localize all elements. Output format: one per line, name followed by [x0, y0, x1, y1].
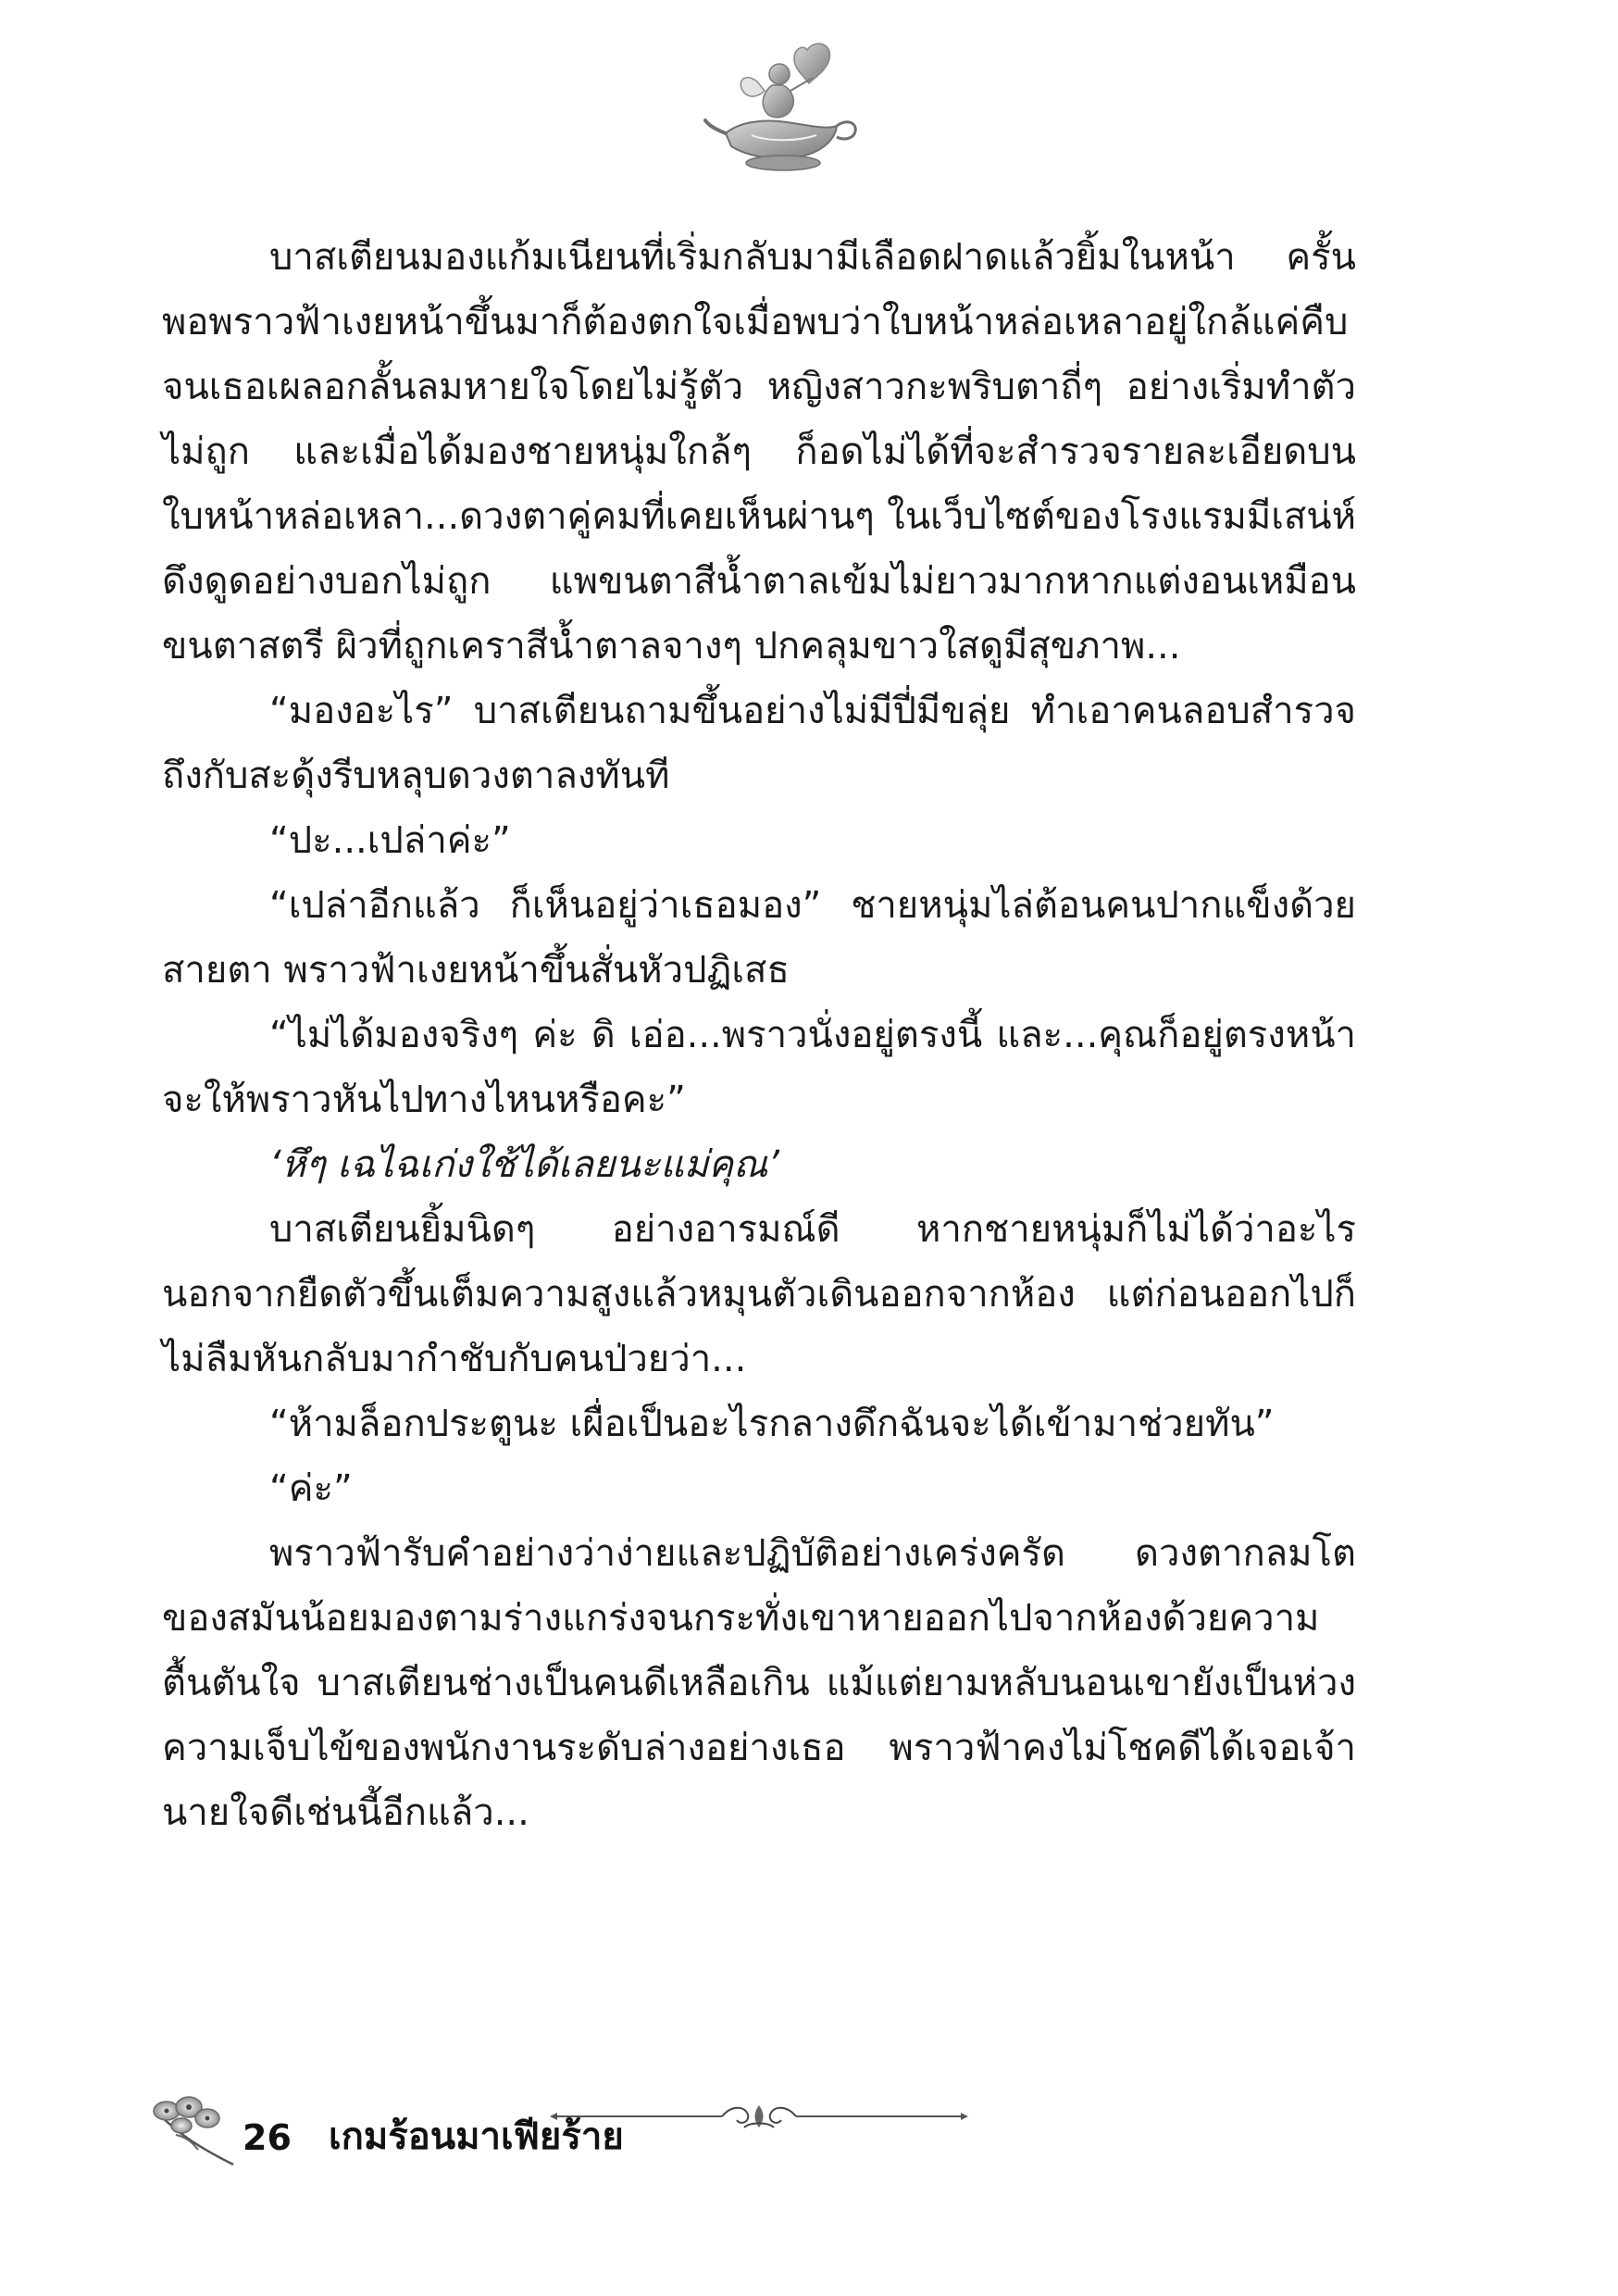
book-title: เกมร้อนมาเฟียร้าย	[329, 2115, 624, 2158]
paragraph-5: “ไม่ได้มองจริงๆ ค่ะ ดิ เอ่อ...พราวนั่งอยู่ตรงนี้ และ...คุณก็อยู่ตรงหน้าจะให้พราวหันไปทางไหนหรือคะ”	[162, 1014, 1356, 1121]
orchid-flower-icon	[148, 2094, 241, 2168]
paragraph-3: “ปะ...เปล่าค่ะ”	[269, 819, 511, 862]
paragraph-7: บาสเตียนยิ้มนิดๆ อย่างอารมณ์ดี หากชายหนุ่มก็ไม่ได้ว่าอะไรนอกจากยืดตัวขึ้นเต็มความสูงแล้วหมุนตัวเดินออกจากห้อง แต่ก่อนออกไปก็ไม่ลืมหันกลับมากำชับกับคนป่วยว่า...	[162, 1208, 1356, 1380]
paragraph-6-inner-thought: ‘หึๆ เฉไฉเก่งใช้ได้เลยนะแม่คุณ’	[269, 1143, 779, 1186]
paragraph-8: “ห้ามล็อกประตูนะ เผื่อเป็นอะไรกลางดึกฉันจะได้เข้ามาช่วยทัน”	[269, 1403, 1275, 1445]
paragraph-9: “ค่ะ”	[269, 1467, 353, 1510]
page-number: 26	[243, 2117, 292, 2158]
cupid-teapot-ornament-icon	[698, 37, 865, 185]
paragraph-4: “เปล่าอีกแล้ว ก็เห็นอยู่ว่าเธอมอง” ชายหนุ่มไล่ต้อนคนปากแข็งด้วยสายตา พราวฟ้าเงยหน้าขึ้นสั่นหัวปฏิเสธ	[162, 884, 1356, 992]
paragraph-2: “มองอะไร” บาสเตียนถามขึ้นอย่างไม่มีปี่มีขลุ่ย ทำเอาคนลอบสำรวจถึงกับสะดุ้งรีบหลุบดวงตาลงทันที	[162, 690, 1356, 797]
paragraph-10: พราวฟ้ารับคำอย่างว่าง่ายและปฏิบัติอย่างเคร่งครัด ดวงตากลมโตของสมันน้อยมองตามร่างแกร่งจนกระทั่งเขาหายออกไปจากห้องด้วยความตื้นตันใจ บาสเตียนช่างเป็นคนดีเหลือเกิน แม้แต่ยามหลับนอนเขายังเป็นห่วงความเจ็บไข้ของพนักงานระดับล่างอย่างเธอ พราวฟ้าคงไม่โชคดีได้เจอเจ้านายใจดีเช่นนี้อีกแล้ว...	[162, 1532, 1356, 1834]
paragraph-1: บาสเตียนมองแก้มเนียนที่เริ่มกลับมามีเลือดฝาดแล้วยิ้มในหน้า ครั้นพอพราวฟ้าเงยหน้าขึ้นมาก็ต้องตกใจเมื่อพบว่าใบหน้าหล่อเหลาอยู่ใกล้แค่คืบจนเธอเผลอกลั้นลมหายใจโดยไม่รู้ตัว หญิงสาวกะพริบตาถี่ๆ อย่างเริ่มทำตัวไม่ถูก และเมื่อได้มองชายหนุ่มใกล้ๆ ก็อดไม่ได้ที่จะสำรวจรายละเอียดบนใบหน้าหล่อเหลา...ดวงตาคู่คมที่เคยเห็นผ่านๆ ในเว็บไซต์ของโรงแรมมีเสน่ห์ดึงดูดอย่างบอกไม่ถูก แพขนตาสีน้ำตาลเข้มไม่ยาวมากหากแต่งอนเหมือนขนตาสตรี ผิวที่ถูกเคราสีน้ำตาลจางๆ ปกคลุมขาวใสดูมีสุขภาพ...	[162, 236, 1356, 668]
chapter-body	[162, 225, 1356, 2077]
